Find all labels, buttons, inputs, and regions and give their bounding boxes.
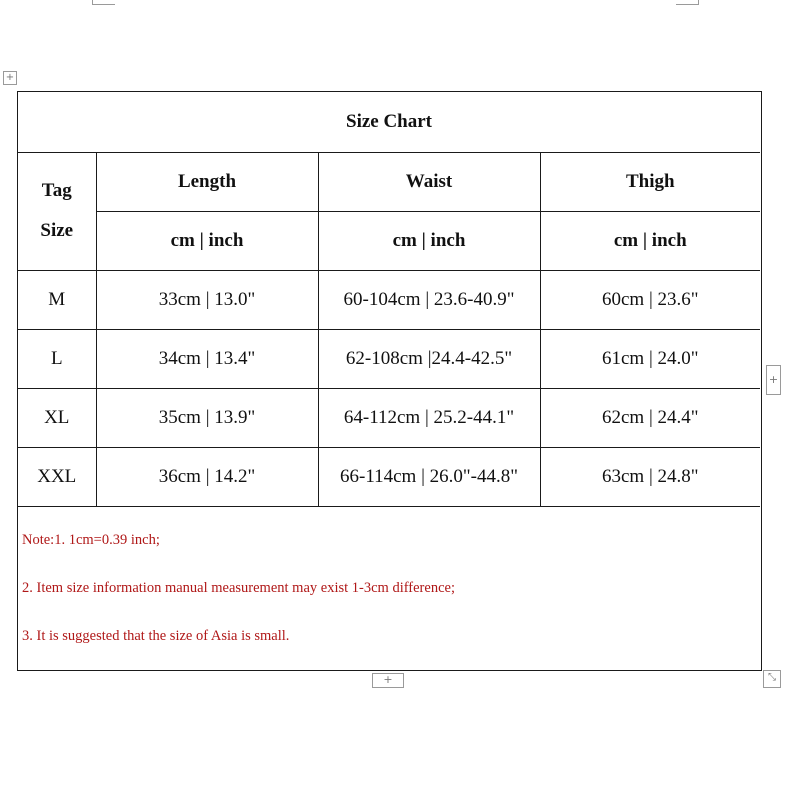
unit-header-thigh: cm | inch (540, 211, 760, 270)
note-asia-size: 3. It is suggested that the size of Asia is small. (22, 628, 290, 644)
unit-header-waist: cm | inch (318, 211, 540, 270)
length-cell: 36cm | 14.2" (96, 447, 318, 506)
size-cell: XL (18, 388, 96, 447)
length-cell: 33cm | 13.0" (96, 270, 318, 329)
table-row (18, 447, 760, 506)
waist-cell: 66-114cm | 26.0"-44.8" (318, 447, 540, 506)
column-header-waist: Waist (318, 152, 540, 211)
page-corner-mark-right (676, 0, 699, 5)
column-header-length: Length (96, 152, 318, 211)
page-corner-mark-left (92, 0, 115, 5)
length-cell: 34cm | 13.4" (96, 329, 318, 388)
thigh-cell: 61cm | 24.0" (540, 329, 760, 388)
size-chart-table (17, 91, 762, 671)
thigh-cell: 63cm | 24.8" (540, 447, 760, 506)
notes-section (22, 516, 757, 660)
size-cell: L (18, 329, 96, 388)
table-row (18, 388, 760, 447)
note-measurement: 2. Item size information manual measurement may exist 1-3cm difference; (22, 580, 455, 596)
table-resize-icon[interactable]: ⤡ (763, 670, 781, 688)
add-row-icon[interactable]: + (372, 673, 404, 688)
thigh-cell: 62cm | 24.4" (540, 388, 760, 447)
size-cell: XXL (18, 447, 96, 506)
table-row (18, 270, 760, 329)
table-move-handle-icon[interactable]: + (3, 71, 17, 85)
column-header-thigh: Thigh (540, 152, 760, 211)
waist-cell: 62-108cm |24.4-42.5" (318, 329, 540, 388)
length-cell: 35cm | 13.9" (96, 388, 318, 447)
add-column-icon[interactable]: + (766, 365, 781, 395)
waist-cell: 64-112cm | 25.2-44.1" (318, 388, 540, 447)
waist-cell: 60-104cm | 23.6-40.9" (318, 270, 540, 329)
thigh-cell: 60cm | 23.6" (540, 270, 760, 329)
table-title: Size Chart (18, 92, 760, 152)
tag-size-header-line2: Size (40, 220, 74, 241)
size-table-grid (18, 92, 760, 507)
tag-size-header (18, 152, 96, 270)
note-conversion: Note:1. 1cm=0.39 inch; (22, 532, 160, 548)
size-cell: M (18, 270, 96, 329)
table-row (18, 329, 760, 388)
tag-size-header-line1: Tag (41, 180, 72, 201)
unit-header-length: cm | inch (96, 211, 318, 270)
